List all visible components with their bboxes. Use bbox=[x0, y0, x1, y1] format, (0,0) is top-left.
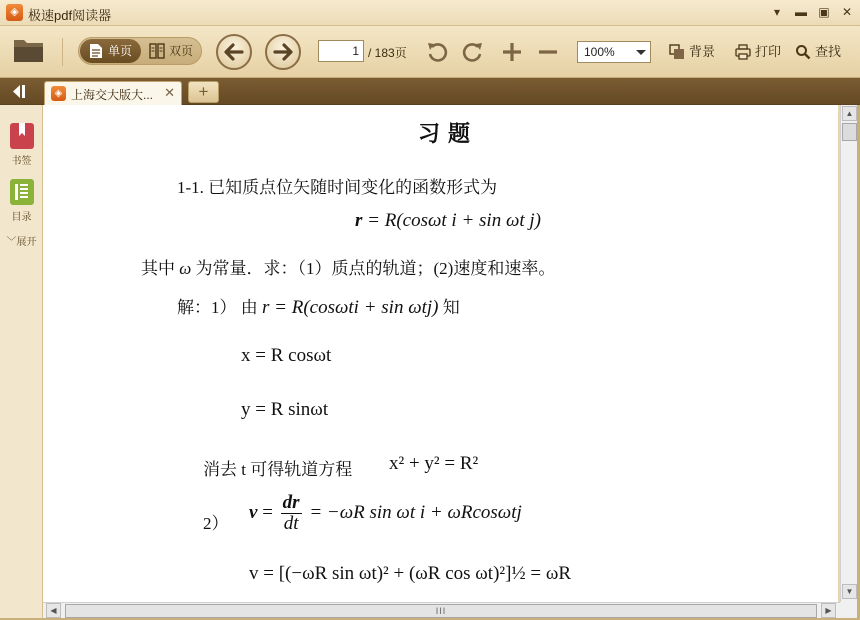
chevron-down-icon: ﹀ bbox=[6, 237, 17, 248]
rotate-left-button[interactable] bbox=[425, 40, 449, 64]
double-page-button[interactable] bbox=[143, 39, 201, 63]
minimize-button[interactable]: ▬ bbox=[795, 5, 807, 19]
velocity-rhs: = −ωR sin ωt i + ωRcosωtj bbox=[309, 501, 522, 523]
toolbar-divider bbox=[62, 38, 63, 66]
plus-icon bbox=[500, 40, 524, 64]
toolbar bbox=[0, 26, 860, 78]
app-logo-icon: ◈ bbox=[6, 4, 23, 21]
total-pages-label: / 183页 bbox=[368, 46, 407, 60]
given-rest: 为常量．求：（1）质点的轨道；(2)速度和速率。 bbox=[191, 259, 556, 278]
zoom-value: 100% bbox=[584, 45, 615, 59]
orbit-equation: x² + y² = R² bbox=[389, 453, 479, 474]
search-icon bbox=[795, 44, 811, 60]
tab-close-button[interactable]: ✕ bbox=[164, 85, 175, 100]
minus-icon bbox=[536, 40, 560, 64]
zoom-select[interactable] bbox=[577, 41, 651, 63]
horizontal-scroll-thumb[interactable]: III bbox=[65, 604, 817, 618]
rotate-left-icon bbox=[425, 40, 449, 64]
page-title: 习题 bbox=[418, 122, 479, 147]
position-equation-rhs: = R(cosωt i + sin ωt j) bbox=[362, 210, 542, 231]
next-page-button[interactable] bbox=[265, 34, 301, 70]
solution-intro bbox=[177, 293, 460, 319]
background-button[interactable] bbox=[669, 43, 715, 61]
title-bar bbox=[0, 0, 860, 26]
print-label: 打印 bbox=[755, 44, 782, 59]
tab-document-label: 上海交大版大... bbox=[71, 88, 154, 102]
new-tab-button[interactable]: + bbox=[188, 81, 219, 103]
document-page bbox=[43, 105, 838, 602]
page-number-input[interactable] bbox=[318, 40, 364, 62]
scroll-down-button[interactable]: ▼ bbox=[842, 584, 857, 599]
folder-icon bbox=[13, 36, 45, 64]
expand-sidebar-button[interactable] bbox=[0, 233, 43, 248]
scroll-up-button[interactable]: ▲ bbox=[842, 106, 857, 121]
vertical-scroll-thumb[interactable] bbox=[842, 123, 857, 141]
vertical-scrollbar[interactable] bbox=[840, 105, 857, 602]
arrow-right-icon bbox=[267, 36, 299, 68]
given-prefix: 其中 bbox=[141, 259, 180, 278]
table-of-contents-button[interactable] bbox=[0, 177, 43, 223]
scroll-left-button[interactable]: ◀ bbox=[46, 603, 61, 618]
velocity-numerator: dr bbox=[282, 492, 300, 513]
eliminate-text: 消去 t 可得轨道方程 bbox=[203, 460, 353, 479]
double-page-label: 双页 bbox=[169, 44, 194, 58]
bookmarks-button[interactable] bbox=[0, 121, 43, 167]
omega-symbol: ω bbox=[179, 259, 192, 278]
zoom-in-button[interactable] bbox=[500, 40, 524, 64]
tab-document[interactable] bbox=[44, 81, 182, 105]
single-page-label: 单页 bbox=[108, 44, 133, 58]
printer-icon bbox=[735, 44, 751, 60]
open-file-button[interactable] bbox=[13, 36, 45, 64]
previous-page-button[interactable] bbox=[216, 34, 252, 70]
scroll-right-button[interactable]: ▶ bbox=[821, 603, 836, 618]
solution-suffix: 知 bbox=[438, 298, 460, 317]
menu-dropdown-button[interactable]: ▾ bbox=[773, 5, 781, 19]
scrollbar-corner bbox=[840, 602, 857, 618]
maximize-button[interactable]: ▣ bbox=[818, 5, 830, 19]
search-button[interactable] bbox=[795, 43, 841, 61]
velocity-symbol: v bbox=[249, 501, 258, 523]
print-button[interactable] bbox=[735, 43, 781, 61]
x-equation: x = R cosωt bbox=[241, 345, 332, 366]
pdf-file-icon: ◈ bbox=[51, 86, 66, 101]
speed-equation: v = [(−ωR sin ωt)² + (ωR cos ωt)²]½ = ωR bbox=[249, 563, 572, 584]
left-sidebar bbox=[0, 105, 43, 620]
vector-r: r bbox=[355, 210, 363, 231]
collapse-sidebar-button[interactable] bbox=[0, 78, 40, 105]
y-equation: y = R sinωt bbox=[241, 399, 329, 420]
arrow-left-icon bbox=[218, 36, 250, 68]
single-page-button[interactable] bbox=[80, 39, 141, 63]
rotate-right-button[interactable] bbox=[461, 40, 485, 64]
bookmarks-label: 书签 bbox=[11, 156, 32, 167]
double-page-icon bbox=[149, 43, 165, 59]
search-label: 查找 bbox=[815, 44, 842, 59]
rotate-right-icon bbox=[461, 40, 485, 64]
velocity-denominator: dt bbox=[283, 513, 299, 534]
close-window-button[interactable]: ✕ bbox=[841, 5, 853, 19]
solution-prefix: 解：1） 由 bbox=[177, 298, 262, 317]
zoom-out-button[interactable] bbox=[536, 40, 560, 64]
single-page-icon bbox=[89, 43, 103, 59]
problem-statement: 1-1. 已知质点位矢随时间变化的函数形式为 bbox=[177, 178, 498, 197]
bookmark-icon bbox=[8, 121, 36, 151]
background-icon bbox=[669, 44, 685, 60]
position-equation bbox=[355, 210, 541, 232]
window-title: 极速pdf阅读器 bbox=[28, 8, 112, 23]
solution-equation: r = R(cosωti + sin ωtj) bbox=[262, 297, 439, 318]
tab-bar bbox=[0, 78, 860, 105]
toc-label: 目录 bbox=[11, 212, 32, 223]
view-mode-toggle bbox=[78, 37, 202, 65]
part-two-label: 2） bbox=[203, 514, 229, 533]
horizontal-scrollbar[interactable] bbox=[43, 602, 840, 618]
expand-label: 展开 bbox=[16, 237, 37, 248]
velocity-fraction bbox=[281, 493, 302, 534]
chevron-down-icon bbox=[632, 42, 650, 62]
background-label: 背景 bbox=[689, 44, 716, 59]
toc-icon bbox=[8, 177, 36, 207]
given-text bbox=[141, 254, 555, 279]
collapse-sidebar-icon bbox=[0, 78, 40, 105]
velocity-equation: v = $\frac{dr}{dt}$ = −ωR sin ωt i + ωRcosωtj bbox=[249, 492, 522, 534]
